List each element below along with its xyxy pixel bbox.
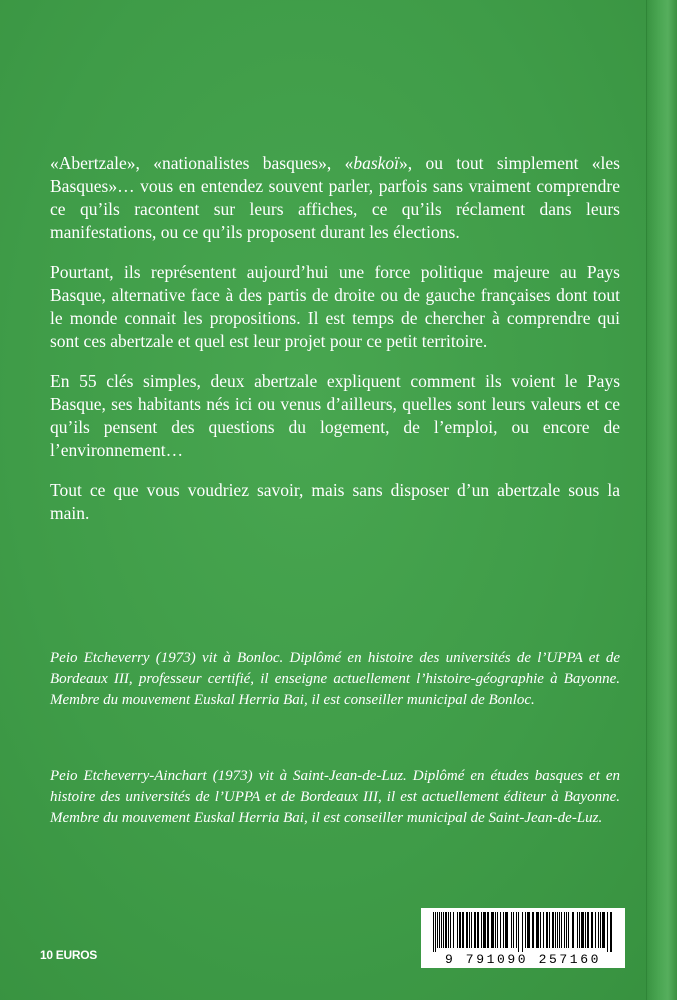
barcode-bar (585, 912, 586, 948)
barcode-bar (525, 912, 526, 948)
barcode-bar (483, 912, 486, 948)
barcode-bar (491, 912, 494, 948)
barcode-bar (445, 912, 447, 948)
barcode-bar (527, 912, 530, 948)
barcode-bar (487, 912, 489, 948)
barcode-bar (495, 912, 496, 948)
barcode-bar (437, 912, 438, 948)
barcode-bar (532, 912, 534, 948)
barcode-bar (572, 912, 574, 948)
barcode-bars (433, 912, 613, 952)
barcode-bar (559, 912, 560, 948)
barcode-bar (471, 912, 472, 948)
barcode-bar (566, 912, 567, 948)
blurb-paragraph-2: Pourtant, ils représentent aujourd’hui une force politique majeure au Pays Basque, alternative face à des partis de droite ou de gauche françaises dont tout le monde connait les propositions. Il est temps de chercher à comprendre qui sont ces abertzale et quel est leur projet pour ce petit territoire. (50, 262, 620, 351)
barcode-bar (462, 912, 464, 948)
barcode-bar (602, 912, 605, 948)
barcode-bar (549, 912, 550, 948)
price-label: 10 EUROS (40, 948, 97, 962)
barcode-bar (469, 912, 470, 948)
author-bio-1: Peio Etcheverry (1973) vit à Bonloc. Diplômé en histoire des universités de l’UPPA et de Bordeaux III, professeur certifié, il enseigne actuellement l’histoire-géographie à Bayonne. Membre du mouvement Euskal Herria Bai, il est conseiller municipal de Bonloc. (50, 650, 620, 708)
barcode-bar (522, 912, 523, 952)
barcode-bar (513, 912, 514, 948)
barcode-bar (459, 912, 461, 948)
barcode-digits: 9 791090 257160 (444, 952, 602, 967)
barcode-bar (439, 912, 440, 948)
barcode-bar (457, 912, 458, 948)
blurb-paragraph-4: Tout ce que vous voudriez savoir, mais sans disposer d’un abertzale sous la main. (50, 480, 620, 523)
barcode-bar (581, 912, 584, 948)
barcode-bar (579, 912, 580, 948)
blurb-p1-open: «Abertzale», «nationalistes basques», « (50, 153, 354, 173)
blurb-p1-italic: baskoï (353, 153, 400, 173)
barcode-bar (433, 912, 434, 952)
barcode-bar (555, 912, 556, 948)
barcode-bar (511, 912, 512, 948)
barcode-bar (443, 912, 444, 948)
barcode-bar (564, 912, 565, 948)
barcode-bar (481, 912, 482, 948)
barcode-bar (557, 912, 558, 948)
barcode-bar (591, 912, 593, 948)
author-bio-2: Peio Etcheverry-Ainchart (1973) vit à Saint-Jean-de-Luz. Diplômé en études basques et en histoire des universités de l’UPPA et de Bordeaux III, il est actuellement éditeur à Bayonne. Membre du mouvement Euskal Herria Bai, il est conseiller municipal de Saint-Jean-de-Luz. (50, 768, 620, 826)
barcode-bar (435, 912, 436, 952)
blurb-text (50, 152, 620, 542)
barcode-bar (500, 912, 501, 948)
barcode-bar (516, 912, 517, 948)
barcode-bar (598, 912, 599, 948)
barcode-bar (474, 912, 476, 948)
barcode-bar (536, 912, 539, 948)
isbn-barcode (421, 908, 625, 968)
barcode-bar (453, 912, 454, 948)
barcode-bar (540, 912, 541, 948)
barcode-bar (587, 912, 589, 948)
barcode-bar (543, 912, 544, 948)
blurb-p1-close: », ou tout simplement «les Basques»… vous en entendez souvent parler, parfois sans vraiment comprendre ce qu’ils racontent sur leurs affiches, ce qu’ils réclament dans leurs manifestations, ou ce qu’ils proposent durant les élections. (50, 153, 620, 242)
barcode-bar (552, 912, 554, 948)
barcode-bar (477, 912, 479, 948)
barcode-bar (448, 912, 449, 948)
barcode-bar (503, 912, 504, 948)
barcode-bar (561, 912, 562, 948)
blurb-paragraph-1 (50, 152, 620, 244)
barcode-bar (450, 912, 451, 948)
barcode-bar (518, 912, 519, 952)
blurb-paragraph-3: En 55 clés simples, deux abertzale expliquent comment ils voient le Pays Basque, ses habitants nés ici ou venus d’ailleurs, quelles sont leurs valeurs et ce qu’ils pensent des questions du logement, de l’emploi, ou encore de l’environnement… (50, 371, 620, 460)
barcode-bar (546, 912, 548, 948)
book-spine (646, 0, 677, 1000)
barcode-bar (497, 912, 498, 948)
barcode-bar (577, 912, 578, 948)
barcode-bar (568, 912, 569, 948)
barcode-bar (505, 912, 508, 948)
barcode-bar (595, 912, 596, 948)
barcode-bar (610, 912, 612, 952)
barcode-bar (607, 912, 608, 952)
barcode-bar (466, 912, 468, 948)
barcode-bar (441, 912, 442, 948)
barcode-bar (600, 912, 601, 948)
